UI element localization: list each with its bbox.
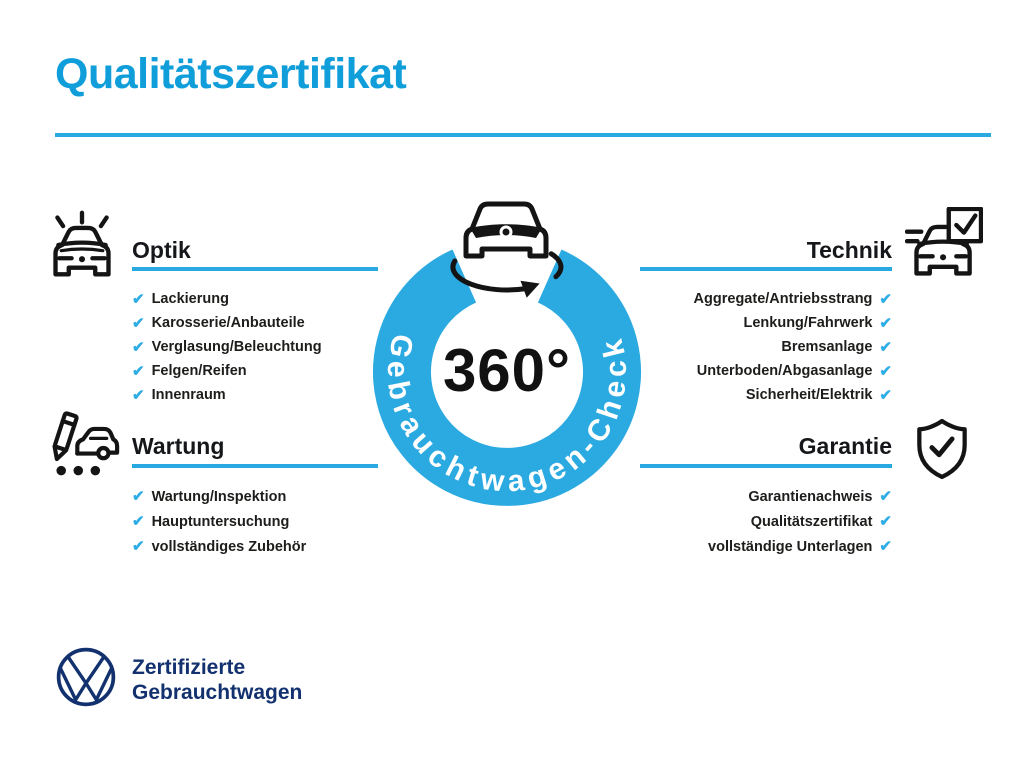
emblem-dot <box>940 254 946 260</box>
check-icon: ✔ <box>879 338 892 356</box>
logo-circle <box>59 650 114 705</box>
list-item <box>132 335 322 359</box>
section-title-wartung: Wartung <box>132 433 225 459</box>
section-underline-wartung <box>132 464 378 468</box>
item-label: Sicherheit/Elektrik <box>745 387 873 403</box>
section-underline-optik <box>132 267 378 271</box>
check-icon: ✔ <box>879 386 892 404</box>
sparkle-left <box>57 218 63 227</box>
wartung-check-list <box>132 484 306 559</box>
section-underline-technik <box>640 267 892 271</box>
list-item <box>694 287 892 311</box>
check-icon: ✔ <box>132 362 145 380</box>
item-label: Karosserie/Anbauteile <box>151 315 305 331</box>
item-label: Wartung/Inspektion <box>151 488 287 505</box>
list-item <box>132 534 306 559</box>
car-rotation-icon <box>466 204 546 256</box>
check-icon: ✔ <box>879 488 892 505</box>
item-label: Qualitätszertifikat <box>750 513 873 530</box>
logo-w <box>60 668 112 700</box>
check-icon: ✔ <box>879 362 892 380</box>
list-item <box>744 311 893 335</box>
list-item <box>132 383 226 407</box>
list-item <box>132 509 289 534</box>
windshield-line-top <box>58 243 105 245</box>
check-icon: ✔ <box>132 338 145 356</box>
check-icon: ✔ <box>879 513 892 530</box>
item-label: vollständiges Zubehör <box>151 538 307 555</box>
ring-label-text: Gebrauchtwagen-Check <box>380 330 634 499</box>
list-item <box>781 335 892 359</box>
item-label: Garantienachweis <box>748 488 873 505</box>
item-label: Lenkung/Fahrwerk <box>743 315 873 331</box>
item-label: Felgen/Reifen <box>151 363 247 379</box>
page-title: Qualitätszertifikat <box>55 50 407 98</box>
emblem-dot <box>79 256 85 262</box>
sparkle-right <box>101 218 107 227</box>
logo-v <box>68 657 103 683</box>
item-label: Verglasung/Beleuchtung <box>151 339 322 355</box>
list-item <box>132 484 286 509</box>
list-item <box>697 359 892 383</box>
section-title-garantie: Garantie <box>798 433 892 459</box>
list-item <box>132 287 229 311</box>
list-item <box>708 534 892 559</box>
check-icon: ✔ <box>132 314 145 332</box>
pencil <box>51 413 77 461</box>
optik-check-list <box>132 287 322 407</box>
section-title-optik: Optik <box>132 237 191 263</box>
list-item <box>748 484 892 509</box>
check-icon: ✔ <box>132 386 145 404</box>
item-label: vollständige Unterlagen <box>708 538 873 555</box>
check-icon: ✔ <box>132 488 145 505</box>
item-label: Unterboden/Abgasanlage <box>696 363 873 379</box>
check-icon: ✔ <box>879 538 892 555</box>
list-item <box>132 359 247 383</box>
check-icon: ✔ <box>879 314 892 332</box>
dot-3 <box>91 466 100 475</box>
pencil-car-checklist-icon <box>46 410 120 482</box>
item-label: Lackierung <box>151 291 229 307</box>
check-icon: ✔ <box>879 290 892 308</box>
shield-check <box>932 439 952 455</box>
section-title-technik: Technik <box>806 237 892 263</box>
title-divider <box>55 133 991 137</box>
list-item <box>751 509 892 534</box>
dot-1 <box>56 466 65 475</box>
brand-line-2: Gebrauchtwagen <box>132 681 303 704</box>
shiny-car-icon <box>46 210 118 280</box>
brand-text <box>132 655 302 705</box>
vw-logo <box>55 646 117 708</box>
item-label: Bremsanlage <box>781 339 873 355</box>
item-label: Innenraum <box>151 387 226 403</box>
degree-label: 360° <box>442 337 572 404</box>
check-icon: ✔ <box>132 538 145 555</box>
windshield-line-bottom <box>61 249 103 251</box>
wheel <box>98 448 108 458</box>
shield-check-icon <box>915 418 969 480</box>
section-underline-garantie <box>640 464 892 468</box>
item-label: Aggregate/Antriebsstrang <box>693 291 873 307</box>
emblem-dot <box>503 229 510 236</box>
list-item <box>746 383 892 407</box>
check-icon: ✔ <box>132 290 145 308</box>
car-checkbox-icon <box>905 207 983 281</box>
list-item <box>132 311 305 335</box>
dot-2 <box>74 466 83 475</box>
item-label: Hauptuntersuchung <box>151 513 290 530</box>
check-icon: ✔ <box>132 513 145 530</box>
brand-line-1: Zertifizierte <box>132 656 246 679</box>
